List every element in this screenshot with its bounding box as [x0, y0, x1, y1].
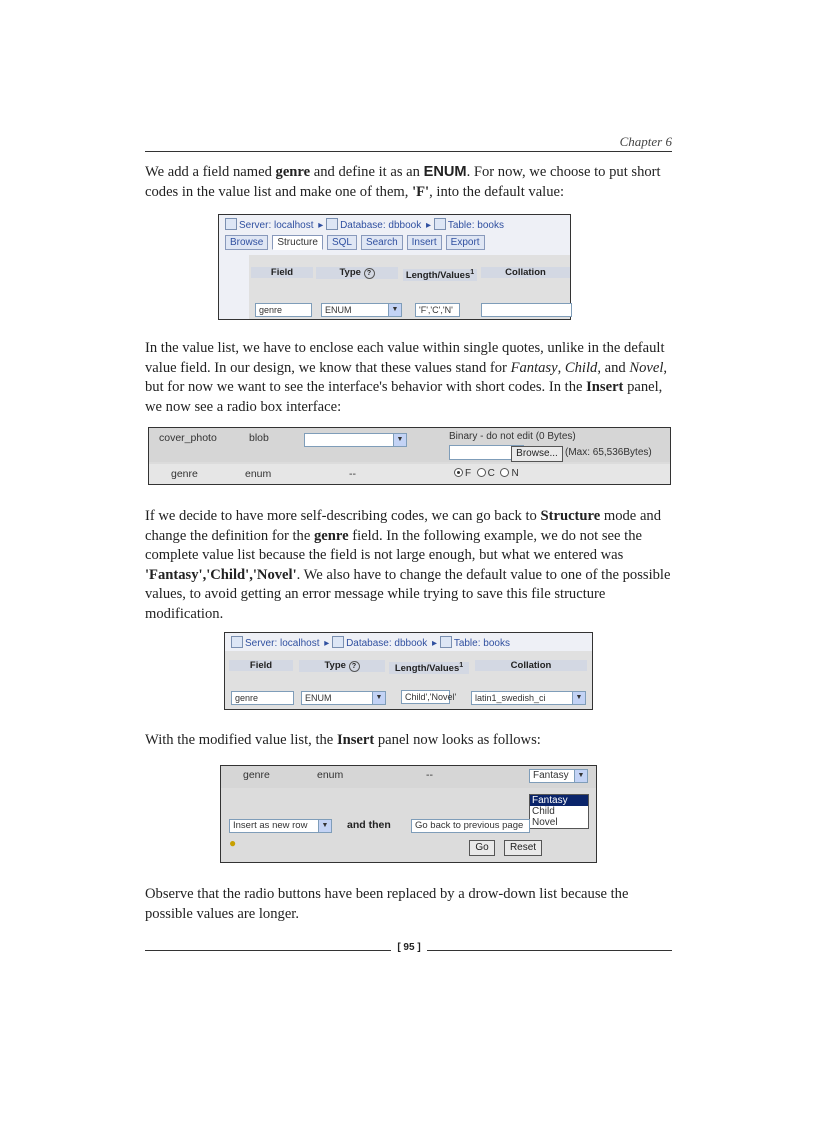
- header-rule: [145, 151, 672, 152]
- page-footer: [145, 942, 672, 958]
- header-field: Field: [251, 267, 313, 278]
- tab-insert[interactable]: Insert: [407, 235, 442, 250]
- tab-export[interactable]: Export: [446, 235, 485, 250]
- database-icon: [326, 218, 338, 230]
- chevron-down-icon: ▼: [574, 770, 587, 782]
- row-type-enum: enum: [245, 468, 272, 480]
- chevron-down-icon: ▼: [372, 692, 385, 704]
- radio-n[interactable]: N: [500, 468, 518, 479]
- genre-select[interactable]: Fantasy ▼: [529, 769, 588, 783]
- genre-options-list: [529, 794, 589, 829]
- tab-browse[interactable]: Browse: [225, 235, 268, 250]
- length-input[interactable]: 'F','C','N': [415, 303, 460, 317]
- breadcrumb-server[interactable]: Server: localhost: [239, 220, 314, 231]
- header-collation: Collation: [481, 267, 570, 278]
- tab-structure[interactable]: Structure: [272, 235, 323, 250]
- paragraph-5: Observe that the radio buttons have been replaced by a drow-down list because the possible values are longer.: [145, 886, 629, 922]
- breadcrumb-database[interactable]: Database: dbbook: [346, 638, 428, 649]
- row-type-blob: blob: [249, 432, 269, 444]
- header-collation: Collation: [475, 660, 587, 671]
- header-type: Type ?: [316, 267, 398, 279]
- row-type-enum: enum: [317, 769, 344, 781]
- option-child[interactable]: Child: [532, 806, 555, 817]
- chevron-down-icon: ▼: [572, 692, 585, 704]
- collation-select[interactable]: latin1_swedish_ci ▼: [471, 691, 586, 705]
- paragraph-2: In the value list, we have to enclose each value within single quotes, unlike in the default value field. In our design, we know that these values stand for Fantasy, Child, and Novel, but for now we want to see the interface's behavior with short codes. In the Insert panel, we now see a radio box interface:: [145, 340, 668, 415]
- chevron-down-icon: ▼: [393, 434, 406, 446]
- browse-button[interactable]: Browse...: [511, 446, 563, 462]
- reset-button[interactable]: Reset: [504, 840, 542, 856]
- breadcrumb-server[interactable]: Server: localhost: [245, 638, 320, 649]
- footer-rule-right: [427, 950, 672, 951]
- max-size-note: (Max: 65,536Bytes): [565, 447, 652, 458]
- paragraph-3: If we decide to have more self-describing codes, we can go back to Structure mode and change the definition for the genre field. In the following example, we do not see the complete value list because the field is not large enough, but what we entered was 'Fantasy','Child','Novel'. We also have to change the default value to one of the possible values, to avoid getting an error message while trying to save this file structure modification.: [145, 508, 671, 622]
- after-insert-select[interactable]: Go back to previous page: [411, 819, 530, 833]
- paragraph-1: We add a field named genre and define it as an ENUM. For now, we choose to put short codes in the value list and make one of them, 'F', into the default value:: [145, 164, 661, 200]
- server-icon: [225, 218, 237, 230]
- breadcrumb-database[interactable]: Database: dbbook: [340, 220, 422, 231]
- option-novel[interactable]: Novel: [532, 817, 558, 828]
- radio-f[interactable]: F: [454, 468, 471, 479]
- server-icon: [231, 636, 243, 648]
- row-field-genre: genre: [171, 468, 198, 480]
- chapter-label: Chapter 6: [619, 134, 672, 149]
- header-type: Type ?: [299, 660, 385, 672]
- binary-note: Binary - do not edit (0 Bytes): [449, 431, 576, 442]
- table-icon: [440, 636, 452, 648]
- header-length: Length/Values$^1$: [389, 662, 469, 674]
- radio-dot-icon: [500, 468, 509, 477]
- row-function: --: [426, 769, 433, 781]
- header-length: Length/Values$^1$: [403, 269, 477, 281]
- footer-rule-left: [145, 950, 391, 951]
- breadcrumb: Server: localhost ▸ Database: dbbook ▸ Table: books: [231, 636, 512, 649]
- tab-sql[interactable]: SQL: [327, 235, 357, 250]
- insert-screenshot-dropdown: [220, 765, 597, 863]
- structure-screenshot-2: [224, 632, 593, 710]
- lightbulb-icon: ●: [229, 836, 237, 850]
- table-icon: [434, 218, 446, 230]
- insert-screenshot-radio: [148, 427, 671, 485]
- breadcrumb-table[interactable]: Table: books: [447, 220, 504, 231]
- genre-radio-group: [454, 468, 519, 479]
- function-select[interactable]: [304, 433, 407, 447]
- tab-search[interactable]: Search: [361, 235, 403, 250]
- help-icon: ?: [364, 268, 375, 279]
- breadcrumb-table[interactable]: Table: books: [453, 638, 510, 649]
- breadcrumb: Server: localhost ▸ Database: dbbook ▸ Table: books: [225, 218, 506, 231]
- radio-c[interactable]: C: [477, 468, 495, 479]
- and-then-label: and then: [347, 819, 391, 831]
- row-field-genre: genre: [243, 769, 270, 781]
- radio-dot-icon: [454, 468, 463, 477]
- collation-select[interactable]: [481, 303, 572, 317]
- tab-bar: [225, 235, 485, 250]
- chevron-down-icon: ▼: [388, 304, 401, 316]
- paragraph-4: With the modified value list, the Insert panel now looks as follows:: [145, 732, 541, 748]
- header-field: Field: [229, 660, 293, 671]
- row-function: --: [349, 468, 356, 480]
- radio-dot-icon: [477, 468, 486, 477]
- row-field-cover-photo: cover_photo: [159, 432, 217, 444]
- insert-mode-select[interactable]: Insert as new row ▼: [229, 819, 332, 833]
- database-icon: [332, 636, 344, 648]
- field-input[interactable]: genre: [255, 303, 312, 317]
- chevron-down-icon: ▼: [318, 820, 331, 832]
- page-number: [ 95 ]: [397, 942, 421, 953]
- go-button[interactable]: Go: [469, 840, 495, 856]
- help-icon: ?: [349, 661, 360, 672]
- type-select[interactable]: ENUM ▼: [301, 691, 386, 705]
- structure-screenshot-1: [218, 214, 571, 320]
- length-input[interactable]: Child','Novel': [401, 690, 450, 704]
- option-fantasy[interactable]: Fantasy: [530, 795, 588, 806]
- field-input[interactable]: genre: [231, 691, 294, 705]
- type-select[interactable]: ENUM ▼: [321, 303, 402, 317]
